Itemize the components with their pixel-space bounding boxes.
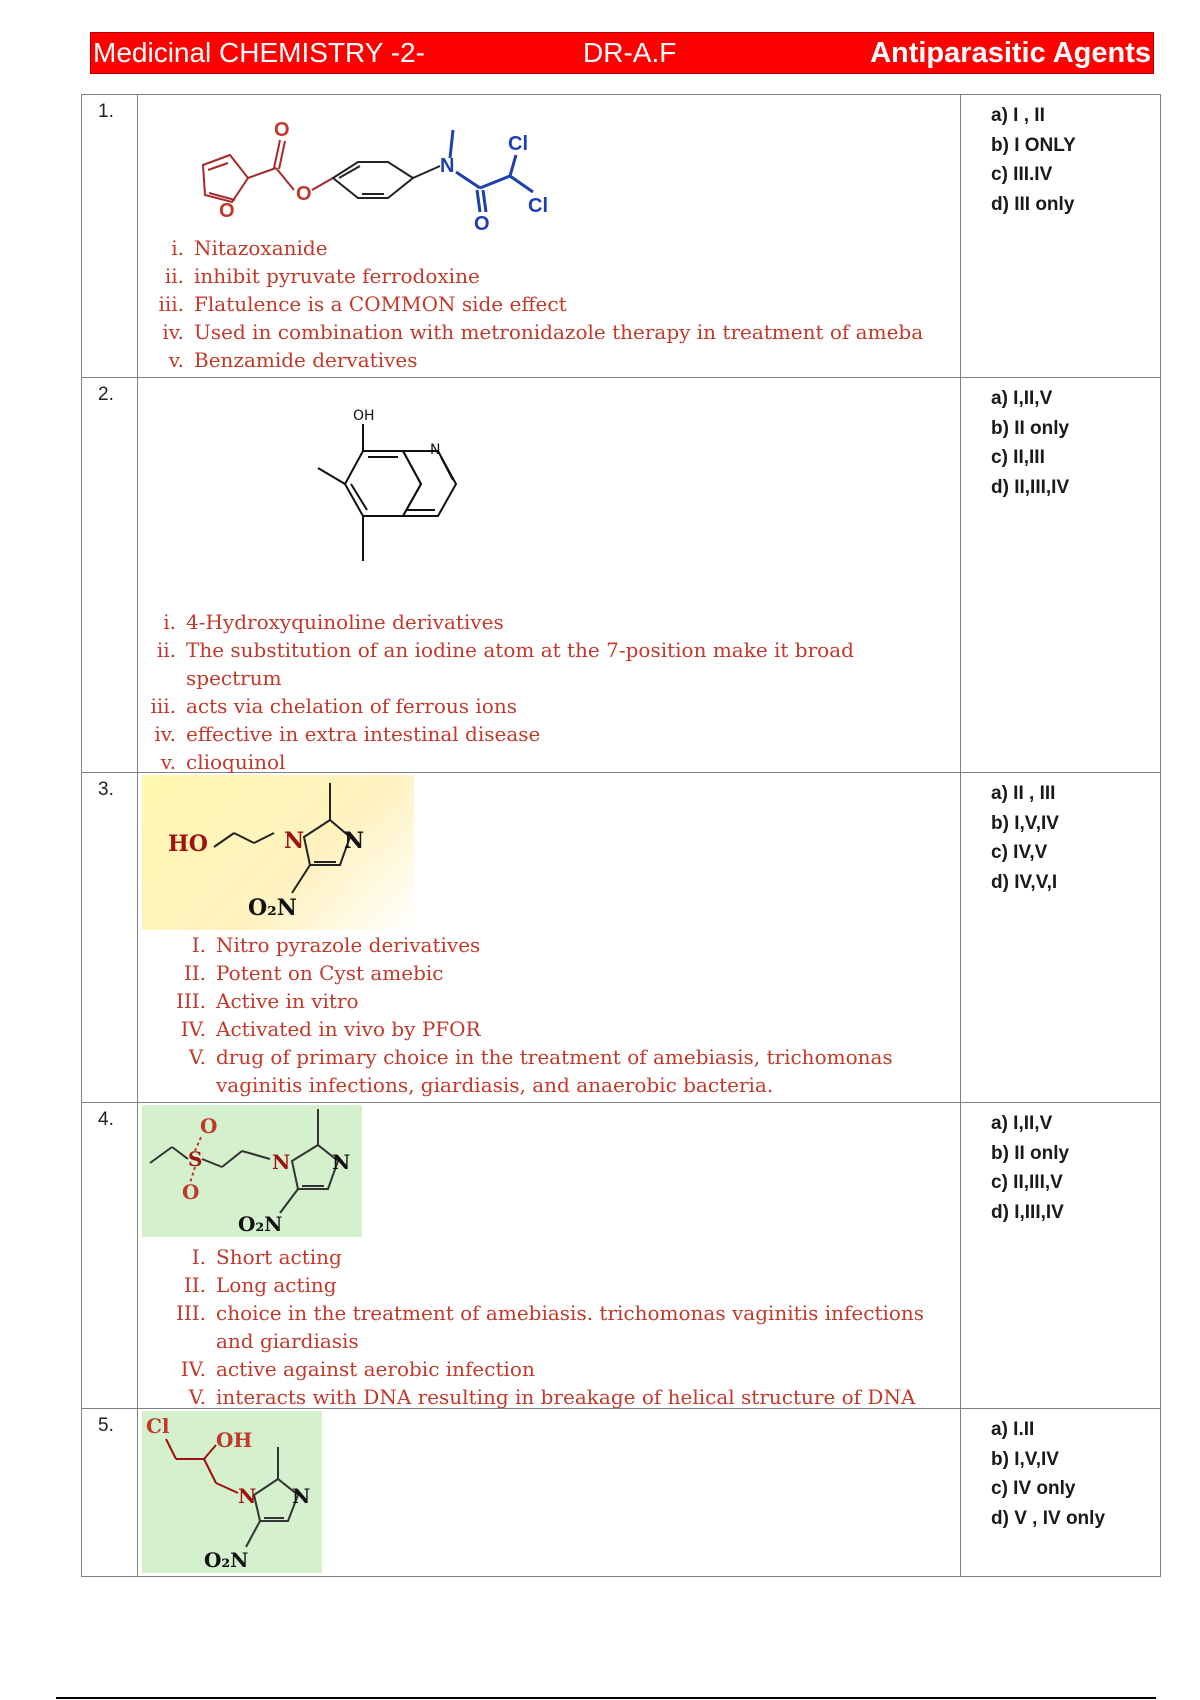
atom-label: N bbox=[440, 155, 455, 177]
option-c[interactable]: c) II,III bbox=[991, 447, 1045, 468]
question-number: 2. bbox=[82, 378, 138, 773]
statement-item: III. choice in the treatment of amebiasis. trichomonas vaginitis infections bbox=[175, 1301, 925, 1325]
atom-label: O bbox=[274, 120, 290, 141]
option-a[interactable]: a) I.II bbox=[991, 1419, 1035, 1440]
option-a[interactable]: a) I,II,V bbox=[991, 1113, 1053, 1134]
question-number: 4. bbox=[82, 1103, 138, 1409]
statement-item: i. 4-Hydroxyquinoline derivatives bbox=[163, 610, 504, 634]
statement-item: iv. effective in extra intestinal disease bbox=[154, 722, 541, 746]
answer-options bbox=[961, 773, 1161, 1103]
statement-item: i. Nitazoxanide bbox=[171, 236, 328, 260]
atom-label: O bbox=[182, 1180, 200, 1204]
statement-item: iv. Used in combination with metronidazole therapy in treatment of ameba bbox=[162, 320, 924, 344]
option-b[interactable]: b) I,V,IV bbox=[991, 812, 1059, 834]
statement-list bbox=[158, 234, 924, 374]
option-b[interactable]: b) II only bbox=[991, 417, 1070, 439]
statement-item: III. Active in vitro bbox=[175, 989, 359, 1013]
tinidazole-structure bbox=[142, 1105, 382, 1245]
option-d[interactable]: d) III only bbox=[991, 193, 1075, 215]
page-header bbox=[90, 32, 1154, 74]
question-table bbox=[81, 94, 1161, 1577]
footer-rule bbox=[56, 1697, 1156, 1699]
atom-label: O bbox=[296, 183, 312, 205]
statement-item: II. Potent on Cyst amebic bbox=[183, 961, 444, 985]
option-d[interactable]: d) II,III,IV bbox=[991, 476, 1070, 498]
course-title: Medicinal CHEMISTRY -2- bbox=[93, 37, 425, 68]
atom-label: HO bbox=[168, 831, 208, 857]
statement-item: IV. active against aerobic infection bbox=[180, 1357, 535, 1381]
answer-options bbox=[961, 378, 1161, 773]
topic-title: Antiparasitic Agents bbox=[870, 37, 1151, 69]
atom-label: N bbox=[238, 1484, 257, 1508]
question-number: 3. bbox=[82, 773, 138, 1103]
question-number: 5. bbox=[82, 1409, 138, 1577]
atom-label: N bbox=[332, 1150, 351, 1174]
atom-label: O bbox=[474, 213, 490, 230]
author-label: DR-A.F bbox=[583, 37, 677, 68]
clioquinol-structure bbox=[293, 396, 513, 596]
atom-label: N bbox=[284, 828, 305, 854]
option-b[interactable]: b) I ONLY bbox=[991, 134, 1076, 156]
question-body bbox=[138, 1409, 961, 1577]
atom-label: OH bbox=[216, 1428, 253, 1452]
option-a[interactable]: a) II , III bbox=[991, 783, 1056, 804]
atom-label: N bbox=[292, 1484, 311, 1508]
statement-item: spectrum bbox=[186, 666, 282, 690]
statement-list bbox=[175, 931, 893, 1099]
metronidazole-structure bbox=[142, 775, 442, 935]
question-body bbox=[138, 773, 961, 1103]
atom-label: O₂N bbox=[248, 895, 297, 921]
answer-options bbox=[961, 1103, 1161, 1409]
atom-label: N bbox=[430, 442, 441, 458]
option-b[interactable]: b) I,V,IV bbox=[991, 1448, 1059, 1470]
statement-item: iii. acts via chelation of ferrous ions bbox=[150, 694, 517, 718]
statement-list bbox=[150, 608, 854, 776]
question-row bbox=[82, 773, 1161, 1103]
atom-label: O₂N bbox=[204, 1548, 249, 1572]
option-c[interactable]: c) IV only bbox=[991, 1478, 1076, 1499]
atom-label: Cl bbox=[508, 133, 528, 155]
statement-item: I. Nitro pyrazole derivatives bbox=[191, 933, 481, 957]
option-d[interactable]: d) V , IV only bbox=[991, 1507, 1106, 1529]
answer-options bbox=[961, 95, 1161, 378]
option-b[interactable]: b) II only bbox=[991, 1142, 1070, 1164]
atom-label: O₂N bbox=[238, 1212, 283, 1236]
option-d[interactable]: d) IV,V,I bbox=[991, 871, 1058, 893]
option-a[interactable]: a) I,II,V bbox=[991, 388, 1053, 409]
statement-item: v. Benzamide dervatives bbox=[168, 348, 418, 372]
atom-label: O bbox=[219, 200, 235, 222]
atom-label: N bbox=[272, 1150, 291, 1174]
statement-item: ii. The substitution of an iodine atom at the 7-position make it broad bbox=[156, 638, 854, 662]
nitazoxanide-structure bbox=[188, 120, 628, 230]
question-row bbox=[82, 1409, 1161, 1577]
answer-options bbox=[961, 1409, 1161, 1577]
statement-item: ii. inhibit pyruvate ferrodoxine bbox=[164, 264, 480, 288]
option-d[interactable]: d) I,III,IV bbox=[991, 1201, 1064, 1223]
option-c[interactable]: c) II,III,V bbox=[991, 1172, 1063, 1193]
statement-item: v. clioquinol bbox=[160, 750, 286, 774]
statement-item: and giardiasis bbox=[216, 1329, 359, 1353]
atom-label: O bbox=[200, 1114, 218, 1138]
ornidazole-structure bbox=[142, 1411, 342, 1577]
atom-label: Cl bbox=[146, 1414, 170, 1438]
statement-item: V. interacts with DNA resulting in breakage of helical structure of DNA bbox=[188, 1385, 916, 1409]
statement-item: I. Short acting bbox=[191, 1245, 342, 1269]
question-body bbox=[138, 378, 961, 773]
question-row bbox=[82, 378, 1161, 773]
statement-item: vaginitis infections, giardiasis, and anaerobic bacteria. bbox=[216, 1073, 774, 1097]
question-number: 1. bbox=[82, 95, 138, 378]
atom-label: OH bbox=[353, 408, 375, 424]
statement-item: II. Long acting bbox=[183, 1273, 337, 1297]
atom-label: S bbox=[188, 1147, 203, 1171]
statement-item: iii. Flatulence is a COMMON side effect bbox=[158, 292, 567, 316]
question-row bbox=[82, 1103, 1161, 1409]
statement-item: IV. Activated in vivo by PFOR bbox=[180, 1017, 481, 1041]
question-body bbox=[138, 95, 961, 378]
question-body bbox=[138, 1103, 961, 1409]
statement-item: V. drug of primary choice in the treatment of amebiasis, trichomonas bbox=[188, 1045, 893, 1069]
option-a[interactable]: a) I , II bbox=[991, 105, 1045, 126]
statement-list bbox=[175, 1243, 925, 1411]
atom-label: N bbox=[344, 828, 365, 854]
option-c[interactable]: c) IV,V bbox=[991, 842, 1048, 863]
atom-label: Cl bbox=[528, 195, 548, 217]
question-row bbox=[82, 95, 1161, 378]
option-c[interactable]: c) III.IV bbox=[991, 164, 1053, 185]
